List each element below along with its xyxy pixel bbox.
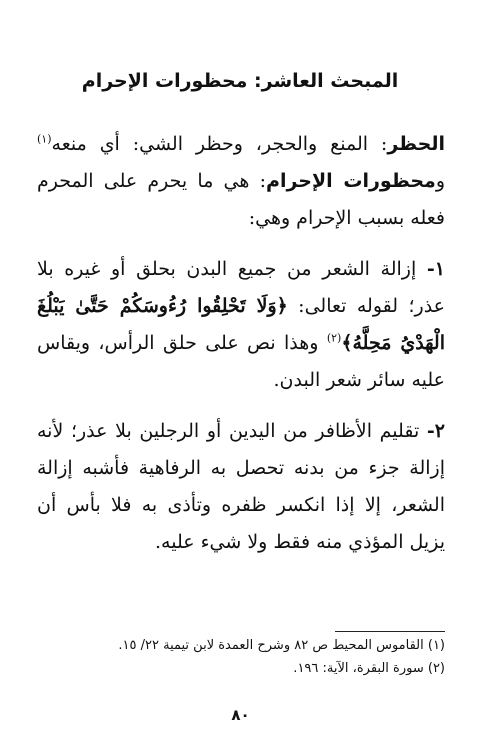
term-prohibitions-label: محظورات الإحرام [266, 170, 436, 192]
intro-text-part2: و [435, 170, 446, 192]
intro-text-part1: : المنع والحجر، وحظر الشي: أي منعه [51, 133, 388, 155]
section-title: المبحث العاشر: محظورات الإحرام [81, 70, 399, 92]
footnotes [37, 634, 445, 680]
quran-quote: ﴿وَلَا تَحْلِقُوا رُءُوسَكُمْ حَتَّىٰ يَبْلُغَ الْهَدْيُ مَحِلَّهُ﴾ [37, 295, 445, 354]
term-definition-label: الحظر [387, 133, 445, 155]
item-2-text: تقليم الأظافر من اليدين أو الرجلين بلا عذر؛ لأنه إزالة جزء من بدنه تحصل به الرفاهية فأشبه إزالة الشعر، إلا إذا انكسر ظفره وتأذى به فلا بأس أن يزيل المؤذي منه فقط ولا شيء عليه. [37, 420, 445, 553]
footnote-2: (٢) سورة البقرة، الآية: ١٩٦. [293, 661, 445, 676]
footnote-ref-1: (١) [37, 132, 52, 146]
footnote-divider [335, 631, 445, 632]
item-1-number: ١- [426, 258, 445, 280]
body-text [37, 126, 445, 575]
footnote-1: (١) القاموس المحيط ص ٨٢ وشرح العمدة لابن تيمية ٢٢/ ١٥. [118, 638, 445, 653]
item-2-number: ٢- [426, 420, 445, 442]
item-1-text-part2: وهذا نص على حلق الرأس، ويقاس عليه سائر شعر البدن. [37, 332, 445, 391]
intro-text-part3: : هي ما يحرم على المحرم فعله بسبب الإحرام وهي: [37, 170, 445, 229]
page-number: ٨٠ [231, 706, 250, 724]
intro-paragraph [37, 126, 445, 237]
item-1-text-part1: إزالة الشعر من جميع البدن بحلق أو غيره بلا عذر؛ لقوله تعالى: [37, 258, 446, 317]
footnote-ref-2: (٢) [326, 331, 342, 345]
item-1-paragraph [37, 251, 445, 399]
item-2-paragraph [37, 413, 445, 561]
